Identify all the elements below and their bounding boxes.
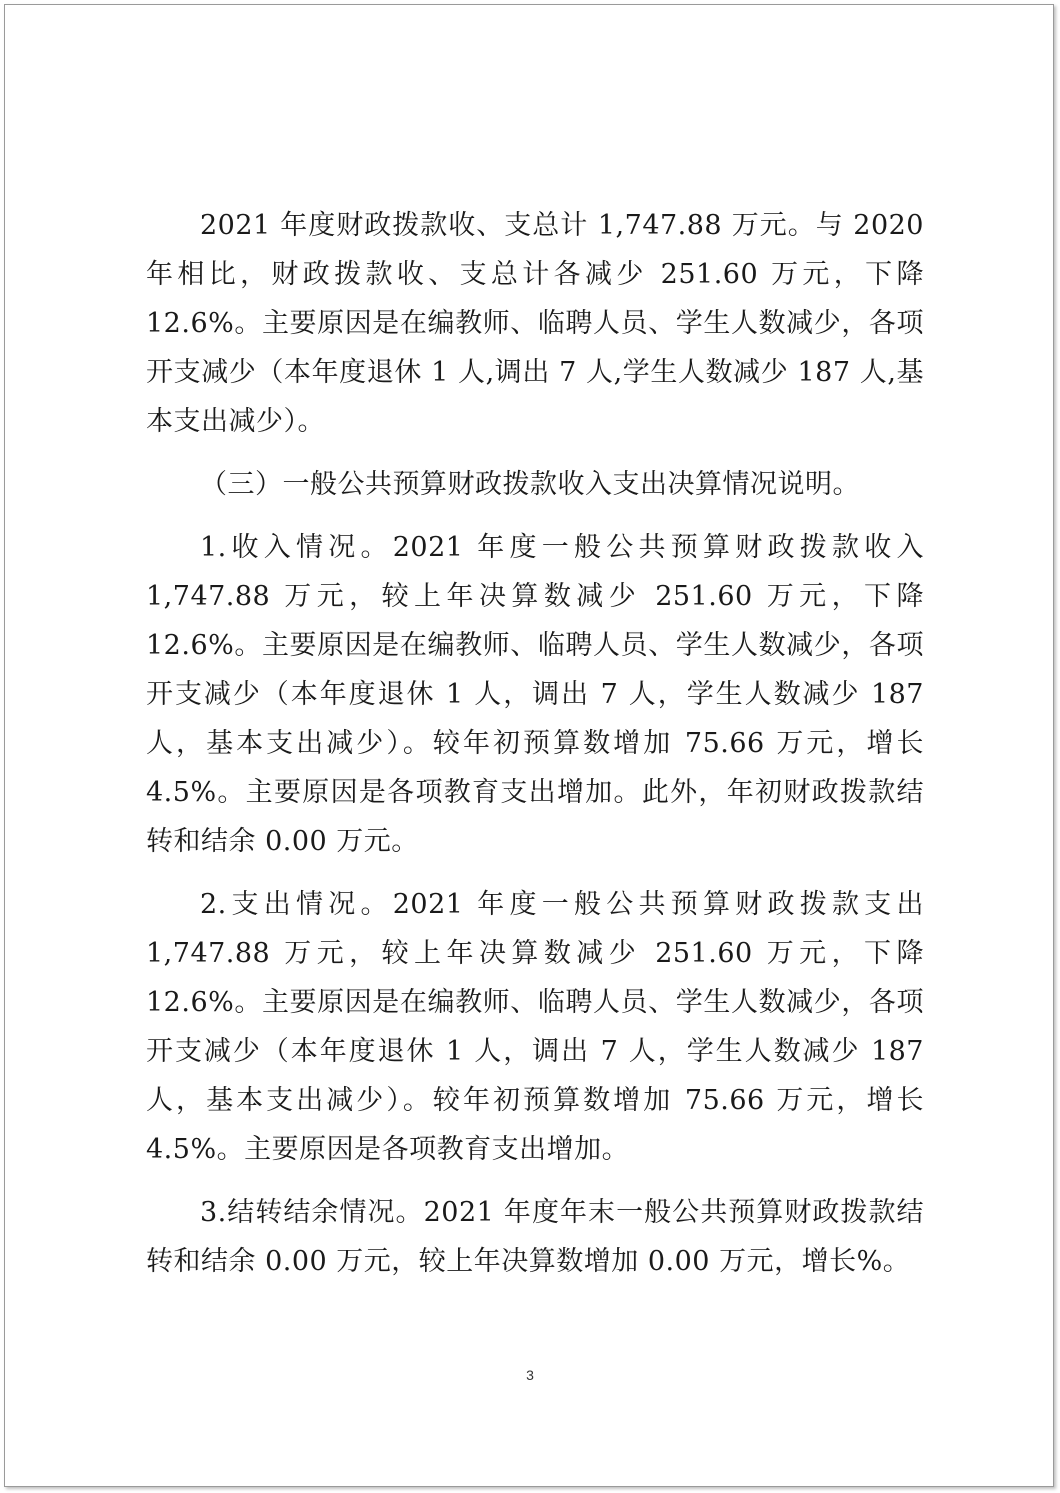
- section-heading-general-budget: （三）一般公共预算财政拨款收入支出决算情况说明。: [200, 469, 860, 500]
- paragraph-expenditure: 2.支出情况。2021 年度一般公共预算财政拨款支出 1,747.88 万元，较上年决算数减少 251.60 万元，下降 12.6%。主要原因是在编教师、临聘人员、学生人数减少，各项开支减少（本年度退休 1 人，调出 7 人，学生人数减少 187 人，基本支出减少）。较年初预算数增加 75.66 万元，增长 4.5%。主要原因是各项教育支出增加。: [146, 889, 924, 1165]
- page-number: 3: [526, 1367, 534, 1383]
- paragraph-income: 1.收入情况。2021 年度一般公共预算财政拨款收入 1,747.88 万元，较上年决算数减少 251.60 万元，下降 12.6%。主要原因是在编教师、临聘人员、学生人数减少，各项开支减少（本年度退休 1 人，调出 7 人，学生人数减少 187 人，基本支出减少）。较年初预算数增加 75.66 万元，增长 4.5%。主要原因是各项教育支出增加。此外，年初财政拨款结转和结余 0.00 万元。: [146, 532, 924, 857]
- document-page: [4, 4, 1054, 1487]
- paragraph-carryover: 3.结转结余情况。2021 年度年末一般公共预算财政拨款结转和结余 0.00 万元，较上年决算数增加 0.00 万元，增长%。: [146, 1197, 924, 1277]
- document-body: [146, 201, 924, 1286]
- paragraph-financial-total: 2021 年度财政拨款收、支总计 1,747.88 万元。与 2020 年相比，财政拨款收、支总计各减少 251.60 万元，下降 12.6%。主要原因是在编教师、临聘人员、学生人数减少，各项开支减少（本年度退休 1 人,调出 7 人,学生人数减少 187 人,基本支出减少）。: [146, 210, 924, 437]
